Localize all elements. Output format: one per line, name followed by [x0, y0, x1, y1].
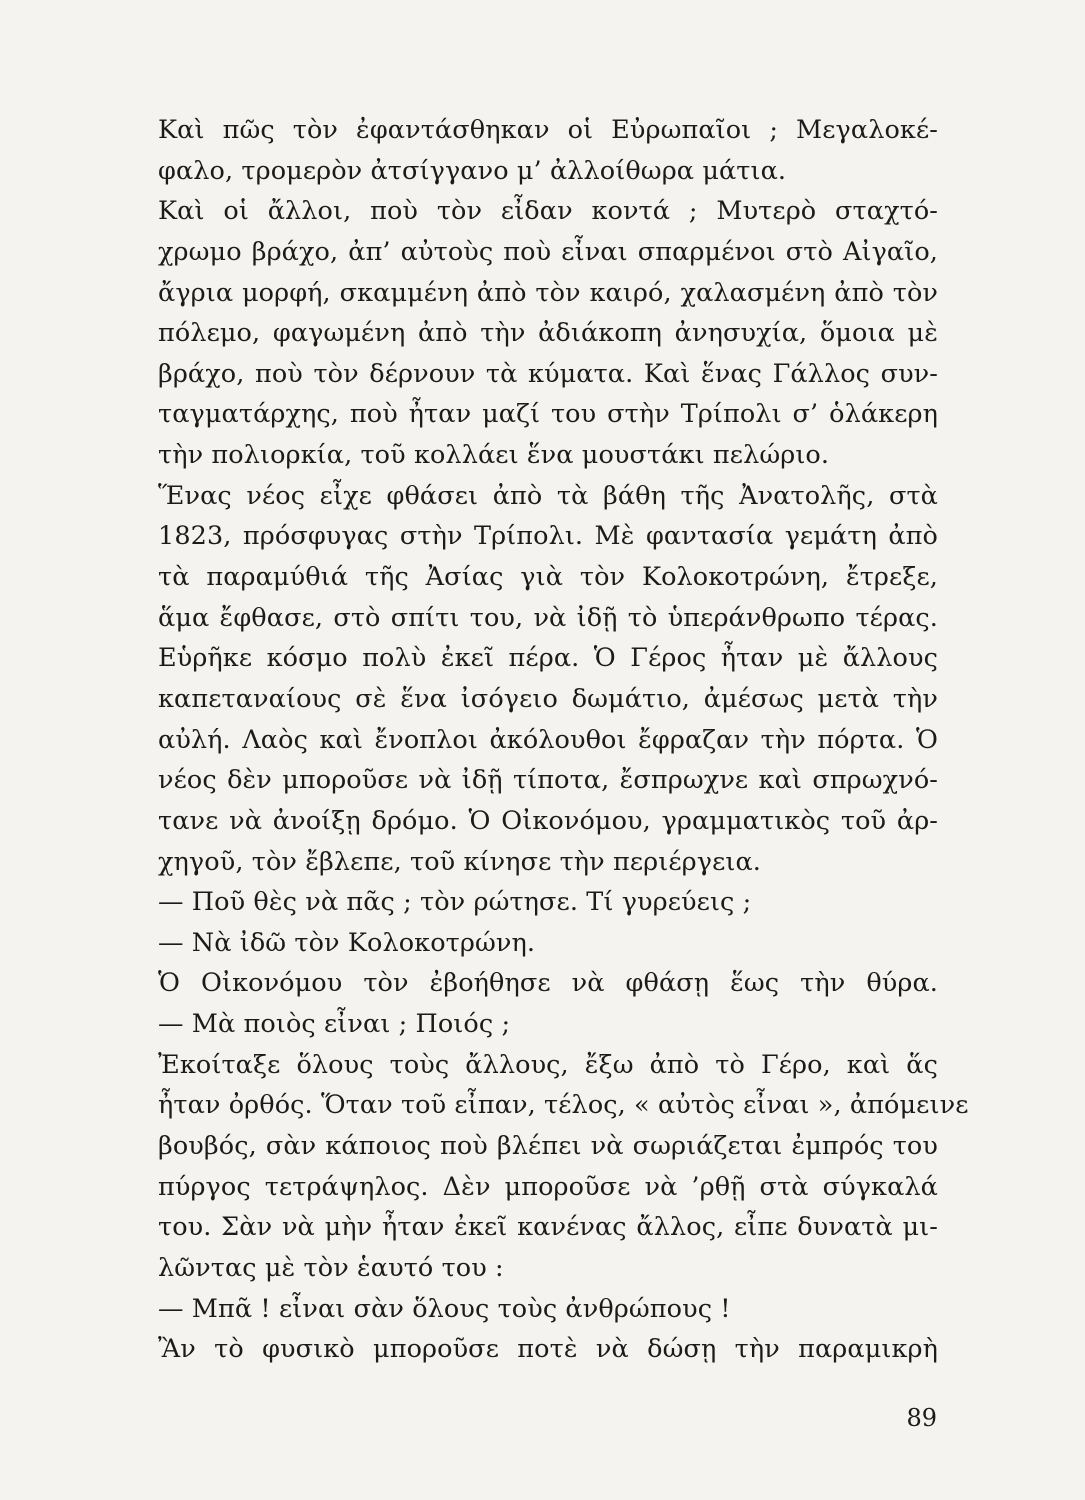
text-line: χρωμο βράχο, ἀπ’ αὐτοὺς ποὺ εἶναι σπαρμένοι στὸ Αἰγαῖο,: [158, 236, 938, 267]
text-line: πόλεμο, φαγωμένη ἀπὸ τὴν ἀδιάκοπη ἀνησυχία, ὅμοια μὲ: [158, 318, 938, 349]
text-line: τὴν πολιορκία, τοῦ κολλάει ἕνα μουστάκι πελώριο.: [158, 440, 830, 471]
text-line: τὰ παραμύθιά τῆς Ἀσίας γιὰ τὸν Κολοκοτρώνη, ἔτρεξε,: [158, 562, 938, 593]
text-line: χηγοῦ, τὸν ἔβλεπε, τοῦ κίνησε τὴν περιέργεια.: [158, 846, 762, 877]
text-line: Καὶ πῶς τὸν ἐφαντάσθηκαν οἱ Εὐρωπαῖοι ; Μεγαλοκέ-: [158, 115, 938, 145]
text-line: του. Σὰν νὰ μὴν ἦταν ἐκεῖ κανένας ἄλλος, εἶπε δυνατὰ μι-: [158, 1212, 938, 1243]
text-line: λῶντας μὲ τὸν ἑαυτό του :: [158, 1252, 504, 1283]
dialogue-line: — Νὰ ἰδῶ τὸν Κολοκοτρώνη.: [158, 927, 536, 958]
text-line: ἦταν ὀρθός. Ὅταν τοῦ εἶπαν, τέλος, « αὐτὸς εἶναι », ἀπόμεινε: [158, 1090, 969, 1121]
page-number: 89: [906, 1404, 937, 1432]
text-line: Ὁ Οἰκονόμου τὸν ἐβοήθησε νὰ φθάσῃ ἕως τὴν θύρα.: [158, 968, 938, 999]
text-line: αὐλή. Λαὸς καὶ ἔνοπλοι ἀκόλουθοι ἔφραζαν τὴν πόρτα. Ὁ: [158, 724, 938, 755]
text-line: φαλο, τρομερὸν ἀτσίγγανο μ’ ἀλλοίθωρα μάτια.: [158, 155, 787, 186]
text-line: βράχο, ποὺ τὸν δέρνουν τὰ κύματα. Καὶ ἕνας Γάλλος συν-: [158, 358, 938, 389]
dialogue-line: — Ποῦ θὲς νὰ πᾶς ; τὸν ρώτησε. Τί γυρεύεις ;: [158, 887, 752, 918]
text-line: ἄγρια μορφή, σκαμμένη ἀπὸ τὸν καιρό, χαλασμένη ἀπὸ τὸν: [158, 277, 938, 308]
dialogue-line: — Μπᾶ ! εἶναι σὰν ὅλους τοὺς ἀνθρώπους !: [158, 1293, 731, 1324]
text-line: βουβός, σὰν κάποιος ποὺ βλέπει νὰ σωριάζεται ἐμπρός του: [158, 1131, 938, 1162]
text-line: Ἕνας νέος εἶχε φθάσει ἀπὸ τὰ βάθη τῆς Ἀνατολῆς, στὰ: [158, 480, 938, 511]
text-line: Καὶ οἱ ἄλλοι, ποὺ τὸν εἶδαν κοντά ; Μυτερὸ σταχτό-: [158, 196, 938, 227]
text-line: τανε νὰ ἀνοίξῃ δρόμο. Ὁ Οἰκονόμου, γραμματικὸς τοῦ ἀρ-: [158, 805, 938, 836]
text-line: Ἂν τὸ φυσικὸ μποροῦσε ποτὲ νὰ δώσῃ τὴν παραμικρὴ: [158, 1334, 938, 1365]
text-line: καπεταναίους σὲ ἕνα ἰσόγειο δωμάτιο, ἀμέσως μετὰ τὴν: [158, 683, 938, 714]
text-line: 1823, πρόσφυγας στὴν Τρίπολι. Μὲ φαντασία γεμάτη ἀπὸ: [158, 521, 938, 552]
text-line: νέος δὲν μποροῦσε νὰ ἰδῇ τίποτα, ἔσπρωχνε καὶ σπρωχνό-: [158, 765, 938, 796]
text-line: Εὑρῆκε κόσμο πολὺ ἐκεῖ πέρα. Ὁ Γέρος ἦταν μὲ ἄλλους: [158, 643, 938, 674]
dialogue-line: — Μὰ ποιὸς εἶναι ; Ποιός ;: [158, 1009, 511, 1040]
text-line: ταγματάρχης, ποὺ ἦταν μαζί του στὴν Τρίπολι σ’ ὁλάκερη: [158, 399, 938, 430]
text-line: πύργος τετράψηλος. Δὲν μποροῦσε νὰ ’ρθῇ στὰ σύγκαλά: [158, 1171, 938, 1202]
body-text: [158, 110, 969, 1370]
text-line: Ἐκοίταξε ὅλους τοὺς ἄλλους, ἔξω ἀπὸ τὸ Γέρο, καὶ ἅς: [158, 1049, 938, 1080]
text-line: ἅμα ἔφθασε, στὸ σπίτι του, νὰ ἰδῇ τὸ ὑπεράνθρωπο τέρας.: [158, 602, 938, 633]
